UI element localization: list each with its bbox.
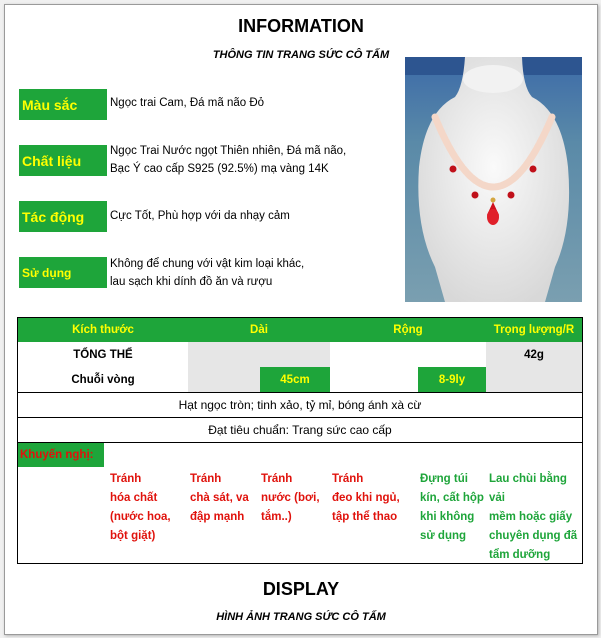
page-subtitle: THÔNG TIN TRANG SỨC CÔ TẤM xyxy=(212,49,390,61)
pearl-necklace-photo xyxy=(405,57,582,302)
page-title: INFORMATION xyxy=(238,16,364,36)
tip-water: Tránh nước (bơi, tắm..) xyxy=(261,473,320,523)
size-table xyxy=(17,317,583,564)
note-quality: Hạt ngọc tròn; tinh xảo, tỷ mỉ, bóng ánh xà cừ xyxy=(178,398,422,412)
label-usage: Sử dụng xyxy=(19,257,107,288)
row-chain-length-pad xyxy=(188,367,260,392)
value-color: Ngọc trai Cam, Đá mã não Đỏ xyxy=(110,97,265,109)
row-overall-weight: 42g xyxy=(486,342,582,367)
value-usage: Không để chung với vật kim loại khác, lau sạch khi dính đồ ăn và rượu xyxy=(110,258,305,288)
header-size: Kích thước xyxy=(18,318,188,342)
tip-chemicals: Tránh hóa chất (nước hoa, bột giặt) xyxy=(110,473,171,542)
row-overall-length xyxy=(188,342,330,367)
header-length: Dài xyxy=(188,318,330,342)
value-effect: Cực Tốt, Phù hợp với da nhạy cảm xyxy=(110,210,290,222)
row-overall-width xyxy=(330,342,486,367)
row-chain-width: 8-9ly xyxy=(418,367,486,392)
tip-sleep-sport: Tránh đeo khi ngủ, tập thể thao xyxy=(332,473,400,523)
header-width: Rộng xyxy=(330,318,486,342)
tip-cleaning: Lau chùi bằng vải mềm hoặc giấy chuyên dụng đã tẩm dưỡng xyxy=(489,473,578,561)
row-chain-weight xyxy=(486,367,582,392)
header-weight: Trọng lượng/R xyxy=(486,318,582,342)
value-material: Ngọc Trai Nước ngọt Thiên nhiên, Đá mã não, Bạc Ý cao cấp S925 (92.5%) mạ vàng 14K xyxy=(110,145,347,175)
note-standard: Đạt tiêu chuẩn: Trang sức cao cấp xyxy=(208,423,392,437)
display-title: DISPLAY xyxy=(262,579,340,599)
label-material: Chất liệu xyxy=(19,145,107,176)
advice-label: Khuyến nghị: xyxy=(18,443,104,467)
info-sheet xyxy=(4,4,598,635)
tip-storage: Đựng túi kín, cất hộp khi không sử dụng xyxy=(420,473,484,542)
row-chain-width-pad xyxy=(330,367,418,392)
tip-friction: Tránh chà sát, va đập mạnh xyxy=(190,473,249,523)
row-overall-name: TỔNG THỂ xyxy=(73,348,133,361)
row-chain-length: 45cm xyxy=(260,367,330,392)
row-chain-name: Chuỗi vòng xyxy=(71,373,135,386)
label-color: Màu sắc xyxy=(19,89,107,120)
label-effect: Tác động xyxy=(19,201,107,232)
display-subtitle: HÌNH ẢNH TRANG SỨC CÔ TẤM xyxy=(216,611,386,623)
